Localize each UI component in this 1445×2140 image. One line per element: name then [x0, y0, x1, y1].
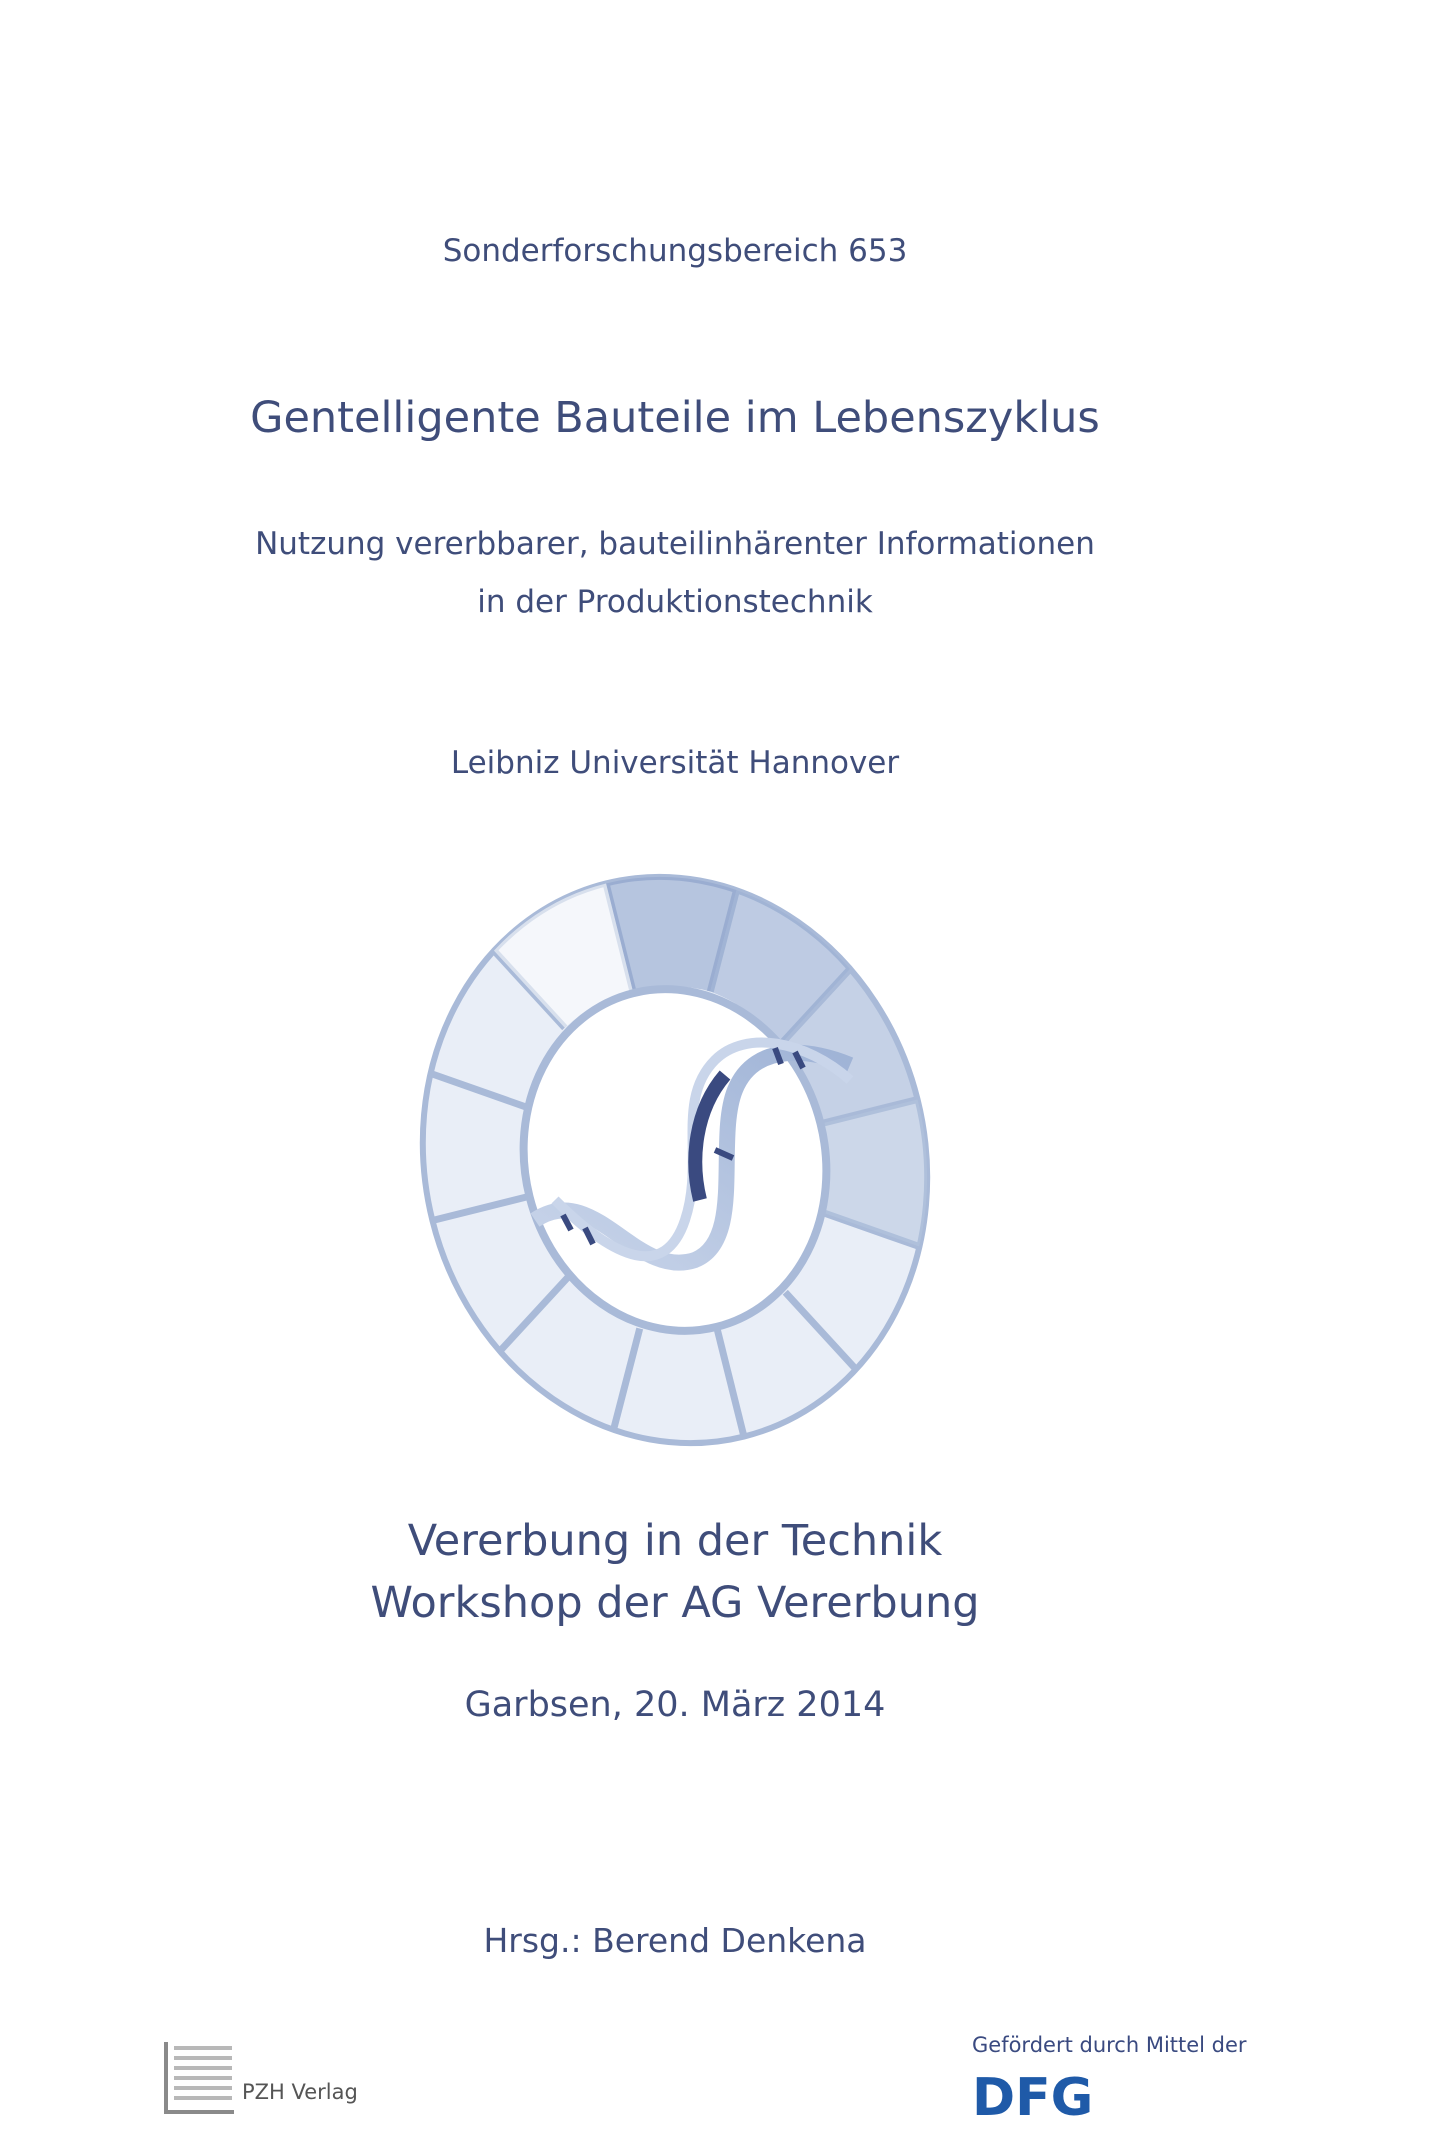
funding-caption: Gefördert durch Mittel der: [972, 2033, 1247, 2057]
event-title-line-2: Workshop der AG Vererbung: [370, 1578, 980, 1628]
book-subtitle: [0, 515, 1350, 631]
book-title: Gentelligente Bauteile im Lebenszyklus: [250, 393, 1100, 443]
pzh-lines-icon: [164, 2042, 234, 2114]
subtitle-line-2: in der Produktionstechnik: [477, 584, 873, 620]
university-name: Leibniz Universität Hannover: [450, 745, 900, 781]
subtitle-line-1: Nutzung vererbbarer, bauteilinhärenter Informationen: [255, 526, 1095, 562]
dfg-logo-icon: [972, 2063, 1122, 2125]
publisher-name: PZH Verlag: [242, 2080, 358, 2104]
svg-text:DFG: DFG: [972, 2068, 1094, 2125]
event-date: Garbsen, 20. März 2014: [464, 1685, 886, 1725]
funding-block: [972, 2033, 1247, 2125]
series-title: Sonderforschungsbereich 653: [442, 233, 908, 269]
event-title-line-1: Vererbung in der Technik: [407, 1516, 943, 1566]
pzh-verlag-logo: [164, 2042, 404, 2114]
event-title: [0, 1510, 1350, 1634]
editor-credit: Hrsg.: Berend Denkena: [483, 1921, 867, 1960]
sfb-653-emblem-icon: [410, 870, 940, 1450]
